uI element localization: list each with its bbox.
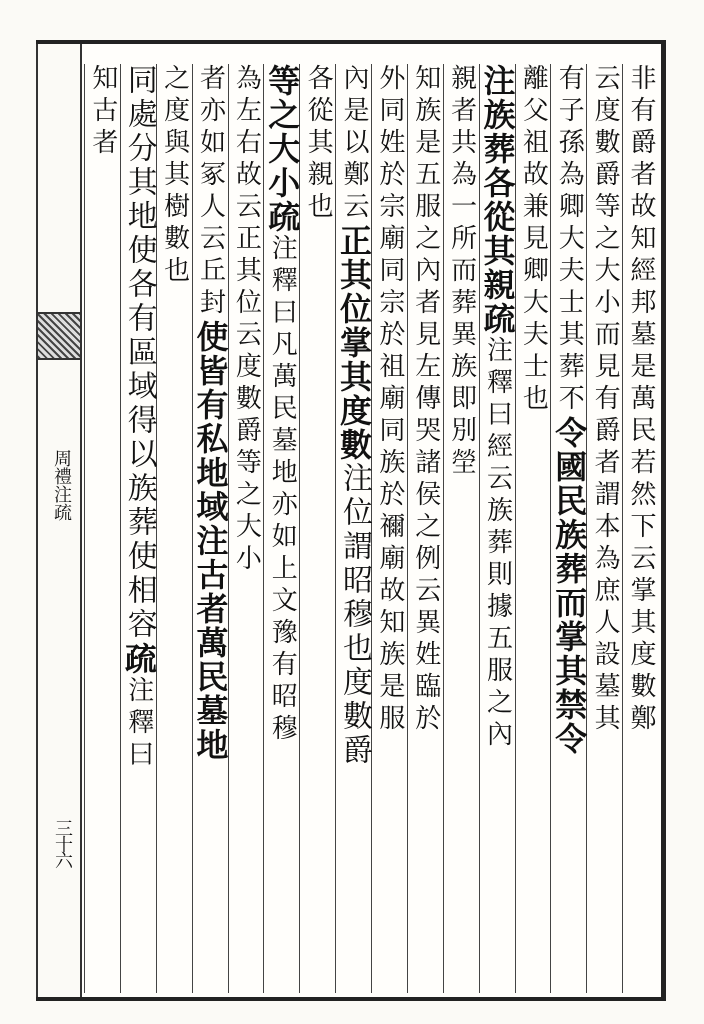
book-title: 周禮注疏 [51,449,72,521]
main-text-segment: 疏 [119,642,158,676]
commentary-segment: 離父祖故兼見卿大夫士也 [518,64,549,416]
text-column [156,64,193,993]
text-column [515,64,552,993]
commentary-segment: 非有爵者故知經邦墓是萬民若然下云掌其度數鄭 [626,64,656,736]
frame-right-rule [661,44,666,997]
main-text-segment: 疏 [478,302,517,336]
commentary-segment: 為左右故云正其位云度數爵等之大小 [231,64,262,576]
commentary-segment: 之度與其樹數也 [159,64,190,288]
page-frame [36,40,666,1001]
text-column [443,64,480,993]
commentary-segment: 內是以鄭云 [339,64,369,224]
page-number: 三十六 [52,819,73,867]
text-column [192,64,229,993]
fish-tail-mark [38,312,80,360]
main-text-segment: 正其位掌其度數 [335,224,373,462]
commentary-segment: 云度數爵等之大小而見有爵者謂本為庶人設墓其 [590,64,621,736]
commentary-segment: 者亦如冢人云丘封 [195,64,226,320]
main-text-segment: 令國民族葬而掌其禁令 [550,416,589,756]
main-text-segment: 使皆有私地域注古者萬民墓地 [191,320,230,762]
commentary-segment: 知族是五服之內者見左傳哭諸侯之例云異姓臨於 [410,64,441,736]
commentary-segment: 各從其親也 [303,64,334,224]
main-text-segment: 疏 [263,200,302,234]
commentary-segment: 外同姓於宗廟同宗於祖廟同族於禰廟故知族是服 [374,64,405,736]
commentary-segment: 注釋曰 [123,676,154,772]
main-text-segment: 等之大小 [263,64,302,200]
main-text-segment: 注族葬各從其親 [478,64,517,302]
text-column [622,64,659,993]
text-column [479,64,516,993]
text-column [550,64,587,993]
text-column [371,64,408,993]
commentary-segment: 知古者 [87,64,118,160]
text-column [299,64,336,993]
commentary-segment: 注位謂昭穆也度數爵 [337,462,372,768]
margin-gutter [38,44,82,997]
text-column [263,64,300,993]
text-column [84,64,121,993]
commentary-segment: 親者共為一所而葬異族即別塋 [446,64,477,480]
commentary-segment: 同處分其地使各有區域得以族葬使相容 [121,64,157,642]
text-column [407,64,444,993]
text-column [335,64,372,993]
text-column [586,64,623,993]
commentary-segment: 注釋曰凡萬民墓地亦如上文豫有昭穆 [267,234,298,746]
commentary-segment: 有子孫為卿大夫士其葬不 [554,64,585,416]
commentary-segment: 注釋曰經云族葬則據五服之內 [482,336,513,752]
text-column [228,64,265,993]
text-column [120,64,157,993]
gutter-upper-block [38,44,80,345]
